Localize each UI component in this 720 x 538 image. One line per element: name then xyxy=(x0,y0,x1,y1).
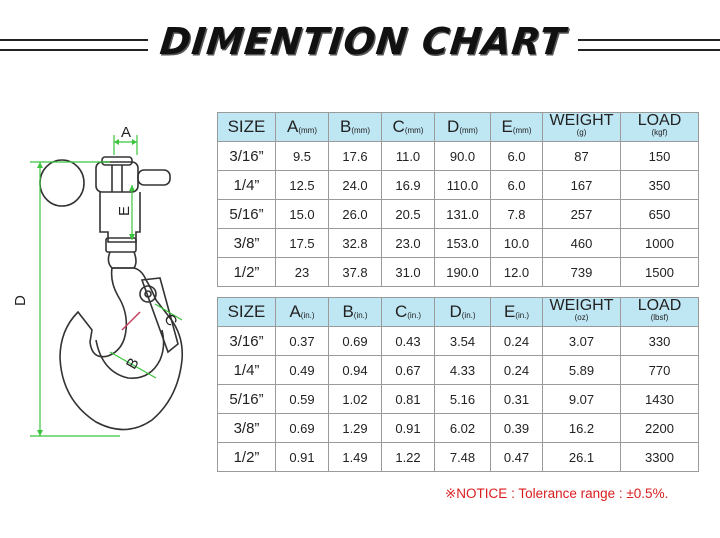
table-cell: 9.5 xyxy=(276,142,329,171)
header-unit: (in.) xyxy=(300,311,315,320)
table-cell: 0.49 xyxy=(276,356,329,385)
table-cell: 20.5 xyxy=(382,200,435,229)
header-label: D xyxy=(447,117,460,136)
header-label: A xyxy=(287,117,299,136)
table-cell: 11.0 xyxy=(382,142,435,171)
table-cell: 87 xyxy=(543,142,621,171)
header-weight xyxy=(543,298,621,327)
header-label: C xyxy=(394,302,408,321)
table-cell: 26.0 xyxy=(329,200,382,229)
table-row xyxy=(218,229,699,258)
table-cell: 0.43 xyxy=(382,327,435,356)
table-cell: 350 xyxy=(621,171,699,200)
header-b xyxy=(329,298,382,327)
table-cell: 0.47 xyxy=(491,443,543,472)
table-cell: 0.39 xyxy=(491,414,543,443)
table-cell: 4.33 xyxy=(435,356,491,385)
table-cell: 1.49 xyxy=(329,443,382,472)
header-e xyxy=(491,298,543,327)
header-rule-left xyxy=(0,39,148,51)
dim-label-b: B xyxy=(122,355,143,373)
table-cell: 26.1 xyxy=(543,443,621,472)
table-cell: 3/16” xyxy=(218,142,276,171)
table-cell: 7.48 xyxy=(435,443,491,472)
header-a xyxy=(276,113,329,142)
table-cell: 3.54 xyxy=(435,327,491,356)
header-label: B xyxy=(342,302,354,321)
table-cell: 23 xyxy=(276,258,329,287)
header-label: WEIGHT xyxy=(549,112,614,129)
header-label: D xyxy=(449,302,462,321)
header-label: B xyxy=(340,117,352,136)
table-cell: 0.69 xyxy=(276,414,329,443)
table-cell: 0.91 xyxy=(382,414,435,443)
table-cell: 16.9 xyxy=(382,171,435,200)
hook-diagram xyxy=(0,108,215,538)
table-cell: 7.8 xyxy=(491,200,543,229)
table-cell: 167 xyxy=(543,171,621,200)
table-cell: 6.0 xyxy=(491,142,543,171)
table-cell: 3/16” xyxy=(218,327,276,356)
table-cell: 23.0 xyxy=(382,229,435,258)
table-cell: 0.59 xyxy=(276,385,329,414)
table-cell: 0.94 xyxy=(329,356,382,385)
header-label: LOAD xyxy=(637,297,682,314)
swivel-ring xyxy=(40,160,84,206)
table-row xyxy=(218,258,699,287)
page-title: DIMENTION CHART xyxy=(157,20,569,63)
table-row xyxy=(218,327,699,356)
table-row xyxy=(218,200,699,229)
table-cell: 17.5 xyxy=(276,229,329,258)
header-label: SIZE xyxy=(227,302,266,321)
header-label: (oz) xyxy=(574,313,589,322)
table-cell: 1000 xyxy=(621,229,699,258)
table-cell: 110.0 xyxy=(435,171,491,200)
table-cell: 12.5 xyxy=(276,171,329,200)
table-cell: 257 xyxy=(543,200,621,229)
table-cell: 17.6 xyxy=(329,142,382,171)
header-label: C xyxy=(392,117,405,136)
table-cell: 0.24 xyxy=(491,356,543,385)
table-cell: 5.89 xyxy=(543,356,621,385)
header-e xyxy=(491,113,543,142)
table-row xyxy=(218,142,699,171)
header-d xyxy=(435,298,491,327)
header-unit: (in.) xyxy=(407,311,422,320)
table-cell: 10.0 xyxy=(491,229,543,258)
table-cell: 0.81 xyxy=(382,385,435,414)
table-cell: 1430 xyxy=(621,385,699,414)
table-cell: 650 xyxy=(621,200,699,229)
table-cell: 153.0 xyxy=(435,229,491,258)
header-unit: (mm) xyxy=(298,126,317,135)
table-cell: 0.37 xyxy=(276,327,329,356)
imperial-dimension-table xyxy=(217,297,699,472)
header-label: (lbsf) xyxy=(650,313,669,322)
table-cell: 1/4” xyxy=(218,356,276,385)
table-cell: 2200 xyxy=(621,414,699,443)
header-unit: (mm) xyxy=(512,126,532,135)
header-label: LOAD xyxy=(637,112,682,129)
table-cell: 12.0 xyxy=(491,258,543,287)
header-label: SIZE xyxy=(227,117,266,136)
table-cell: 1.29 xyxy=(329,414,382,443)
tolerance-notice: ※NOTICE : Tolerance range : ±0.5%. xyxy=(445,486,669,501)
table-cell: 31.0 xyxy=(382,258,435,287)
table-cell: 37.8 xyxy=(329,258,382,287)
header-unit: (mm) xyxy=(404,126,424,135)
table-cell: 739 xyxy=(543,258,621,287)
header-unit: (in.) xyxy=(461,311,476,320)
table-cell: 32.8 xyxy=(329,229,382,258)
header-label: WEIGHT xyxy=(549,297,614,314)
table-cell: 3/8” xyxy=(218,414,276,443)
table-cell: 190.0 xyxy=(435,258,491,287)
table-cell: 1.02 xyxy=(329,385,382,414)
header-b xyxy=(329,113,382,142)
table-cell: 90.0 xyxy=(435,142,491,171)
header-load xyxy=(621,298,699,327)
header-label: A xyxy=(289,302,301,321)
table-cell: 1/2” xyxy=(218,258,276,287)
table-cell: 15.0 xyxy=(276,200,329,229)
table-cell: 5.16 xyxy=(435,385,491,414)
table-cell: 460 xyxy=(543,229,621,258)
nut xyxy=(106,238,136,252)
table-cell: 16.2 xyxy=(543,414,621,443)
table-cell: 1/2” xyxy=(218,443,276,472)
table-cell: 0.24 xyxy=(491,327,543,356)
header-unit: (mm) xyxy=(351,126,370,135)
table-cell: 0.91 xyxy=(276,443,329,472)
table-cell: 9.07 xyxy=(543,385,621,414)
table-row xyxy=(218,443,699,472)
table-cell: 24.0 xyxy=(329,171,382,200)
dim-label-a: A xyxy=(121,124,132,141)
header-a xyxy=(276,298,329,327)
table-header-row xyxy=(218,298,699,327)
table-cell: 150 xyxy=(621,142,699,171)
table-row xyxy=(218,385,699,414)
table-cell: 1/4” xyxy=(218,171,276,200)
header-unit: (in.) xyxy=(353,311,368,320)
table-cell: 0.31 xyxy=(491,385,543,414)
header-unit: (in.) xyxy=(515,311,530,320)
table-cell: 6.0 xyxy=(491,171,543,200)
table-cell: 770 xyxy=(621,356,699,385)
table-cell: 3/8” xyxy=(218,229,276,258)
header-size xyxy=(218,298,276,327)
table-row xyxy=(218,356,699,385)
table-cell: 0.69 xyxy=(329,327,382,356)
header-label: E xyxy=(503,302,516,321)
header-c xyxy=(382,298,435,327)
table-cell: 5/16” xyxy=(218,385,276,414)
dim-label-e: E xyxy=(116,205,133,216)
header-label: (kgf) xyxy=(651,128,668,137)
dim-label-c: C xyxy=(160,311,181,330)
header-label: E xyxy=(501,117,513,136)
table-row xyxy=(218,171,699,200)
header-d xyxy=(435,113,491,142)
header-unit: (mm) xyxy=(459,126,478,135)
table-cell: 0.67 xyxy=(382,356,435,385)
table-row xyxy=(218,414,699,443)
header-label: (g) xyxy=(576,128,587,137)
header-weight xyxy=(543,113,621,142)
table-cell: 3300 xyxy=(621,443,699,472)
table-cell: 131.0 xyxy=(435,200,491,229)
table-cell: 1500 xyxy=(621,258,699,287)
header-c xyxy=(382,113,435,142)
header-load xyxy=(621,113,699,142)
table-cell: 5/16” xyxy=(218,200,276,229)
table-cell: 6.02 xyxy=(435,414,491,443)
table-cell: 1.22 xyxy=(382,443,435,472)
table-cell: 330 xyxy=(621,327,699,356)
dim-label-d: D xyxy=(12,295,29,306)
table-cell: 3.07 xyxy=(543,327,621,356)
header-size xyxy=(218,113,276,142)
metric-dimension-table xyxy=(217,112,699,287)
table-header-row xyxy=(218,113,699,142)
header-rule-right xyxy=(578,39,720,51)
